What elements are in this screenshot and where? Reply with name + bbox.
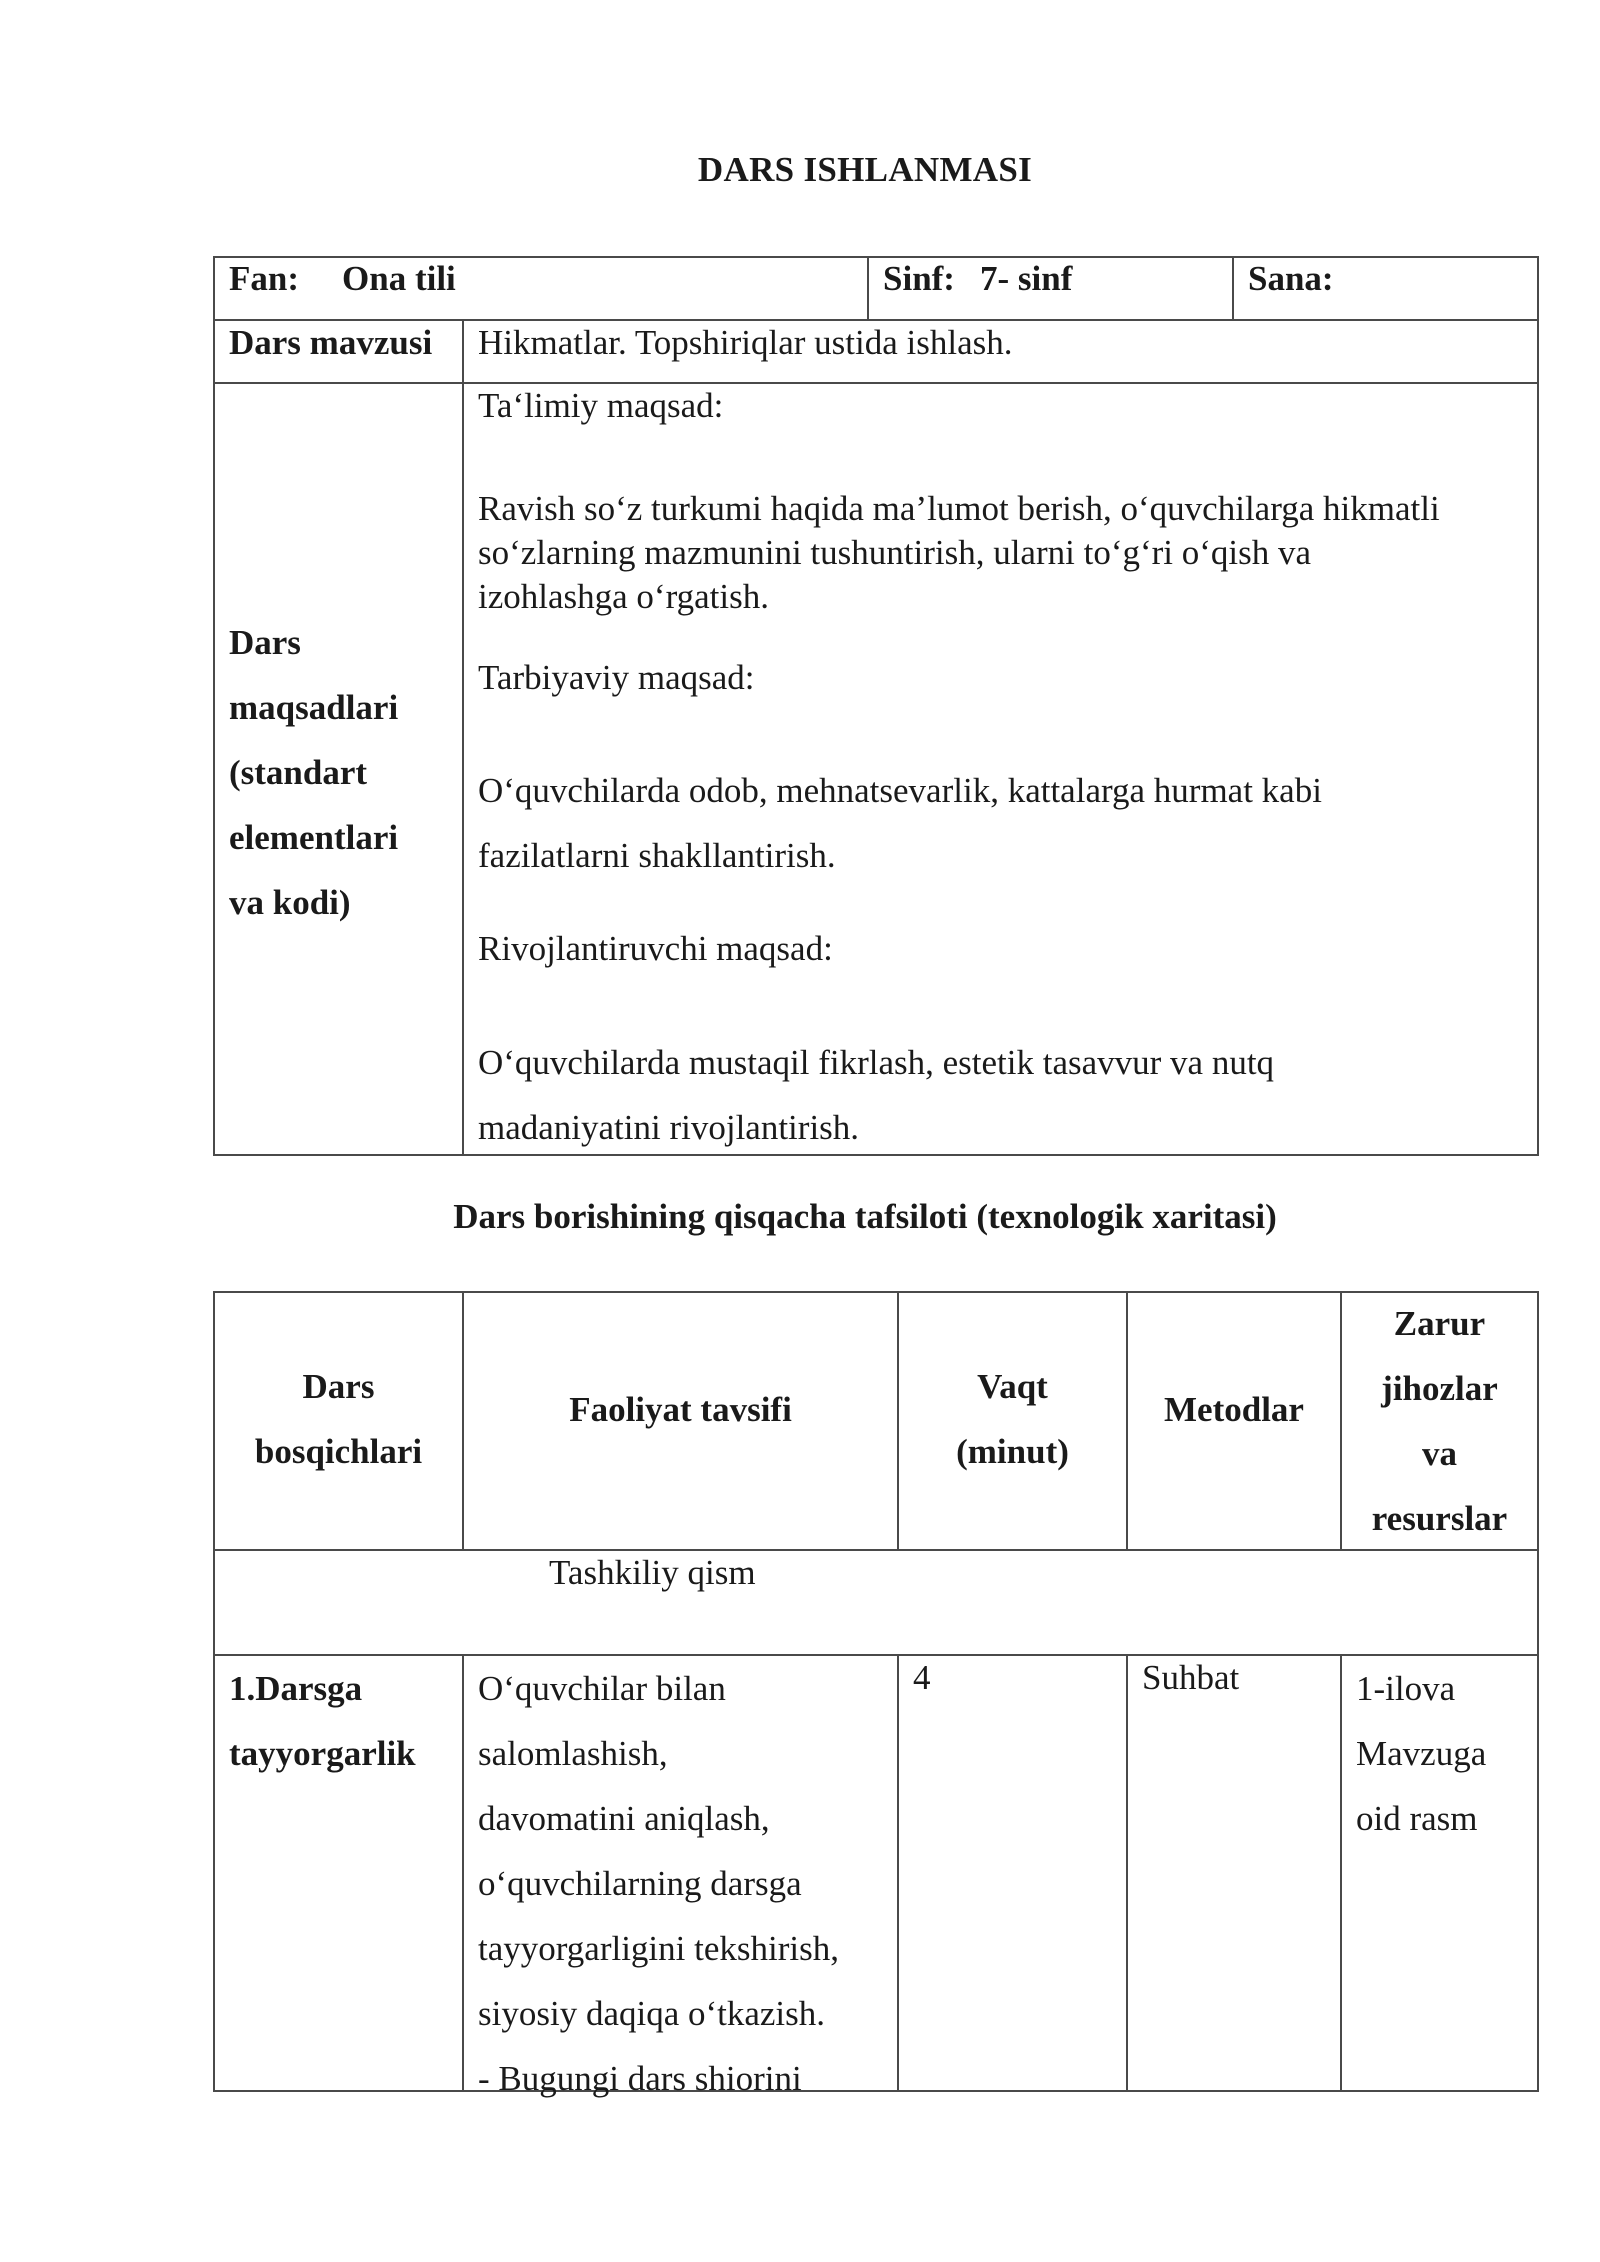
tarbiyaviy-maqsad-text bbox=[478, 758, 1322, 888]
header-line: resurslar bbox=[1371, 1499, 1508, 1538]
resource-line: 1-ilova bbox=[1356, 1669, 1456, 1708]
header-line: (minut) bbox=[956, 1432, 1069, 1471]
fan-value: Ona tili bbox=[342, 259, 456, 298]
header-line: bosqichlari bbox=[254, 1432, 423, 1471]
tarbiyaviy-line: fazilatlarni shakllantirish. bbox=[478, 836, 836, 875]
header-line: Metodlar bbox=[1164, 1390, 1304, 1429]
maqsad-label-line: Dars bbox=[229, 623, 301, 662]
sinf-value: 7- sinf bbox=[980, 259, 1073, 298]
rivojlantiruvchi-maqsad-text bbox=[478, 1030, 1274, 1160]
row-stage bbox=[229, 1656, 416, 1786]
maqsad-label-line: (standart bbox=[229, 753, 368, 792]
document-title: DARS ISHLANMASI bbox=[697, 150, 1033, 189]
row-time: 4 bbox=[913, 1658, 931, 1697]
info-table-rule bbox=[213, 382, 1539, 384]
activity-line: - Bugungi dars shiorini bbox=[478, 2059, 802, 2098]
header-line: Faoliyat tavsifi bbox=[569, 1390, 792, 1429]
activity-line: salomlashish, bbox=[478, 1734, 668, 1773]
maqsad-label-line: elementlari bbox=[229, 818, 399, 857]
activity-line: siyosiy daqiqa o‘tkazish. bbox=[478, 1994, 826, 2033]
header-line: jihozlar bbox=[1381, 1369, 1498, 1408]
talimiy-heading: Ta‘limiy maqsad: bbox=[478, 386, 724, 425]
info-table-border-right bbox=[1537, 256, 1539, 1156]
resource-line: Mavzuga bbox=[1356, 1734, 1487, 1773]
plan-subtitle: Dars borishining qisqacha tafsiloti (texnologik xaritasi) bbox=[453, 1197, 1277, 1236]
plan-table-border-right bbox=[1537, 1291, 1539, 2092]
tarbiyaviy-line: O‘quvchilarda odob, mehnatsevarlik, kattalarga hurmat kabi bbox=[478, 771, 1322, 810]
stage-line: tayyorgarlik bbox=[229, 1734, 416, 1773]
mavzu-label: Dars mavzusi bbox=[229, 323, 433, 362]
resource-line: oid rasm bbox=[1356, 1799, 1478, 1838]
header-line: va bbox=[1422, 1434, 1457, 1473]
header-faoliyat-tavsifi bbox=[464, 1388, 897, 1432]
activity-line: O‘quvchilar bilan bbox=[478, 1669, 726, 1708]
plan-table-rule bbox=[1126, 1654, 1128, 2091]
tarbiyaviy-heading: Tarbiyaviy maqsad: bbox=[478, 658, 755, 697]
header-jihozlar bbox=[1342, 1291, 1537, 1551]
row-activity bbox=[478, 1656, 839, 2111]
rivojlantiruvchi-line: O‘quvchilarda mustaqil fikrlash, estetik tasavvur va nutq bbox=[478, 1043, 1275, 1082]
plan-table-rule bbox=[462, 1654, 464, 2091]
row-resources bbox=[1356, 1656, 1486, 1851]
fan-label: Fan: bbox=[229, 259, 299, 298]
activity-line: davomatini aniqlash, bbox=[478, 1799, 770, 1838]
info-table-rule bbox=[1232, 256, 1234, 320]
talimiy-line: izohlashga o‘rgatish. bbox=[478, 577, 769, 616]
mavzu-value: Hikmatlar. Topshiriqlar ustida ishlash. bbox=[478, 323, 1013, 362]
row-method: Suhbat bbox=[1142, 1658, 1240, 1697]
sinf-label: Sinf: bbox=[883, 259, 955, 298]
header-line: Vaqt bbox=[977, 1367, 1048, 1406]
stage-line: 1.Darsga bbox=[229, 1669, 363, 1708]
talimiy-maqsad-text bbox=[478, 487, 1440, 619]
sana-label: Sana: bbox=[1248, 259, 1334, 298]
plan-table-rule bbox=[1340, 1654, 1342, 2091]
header-dars-bosqichlari bbox=[215, 1354, 462, 1484]
rivojlantiruvchi-line: madaniyatini rivojlantirish. bbox=[478, 1108, 860, 1147]
header-line: Zarur bbox=[1393, 1304, 1486, 1343]
info-table-rule bbox=[867, 256, 869, 320]
plan-table-rule bbox=[897, 1654, 899, 2091]
header-metodlar bbox=[1128, 1388, 1340, 1432]
maqsad-label-line: va kodi) bbox=[229, 883, 351, 922]
header-line: Dars bbox=[302, 1367, 375, 1406]
talimiy-line: so‘zlarning mazmunini tushuntirish, ularni to‘g‘ri o‘qish va bbox=[478, 533, 1312, 572]
header-vaqt bbox=[899, 1354, 1126, 1484]
info-table-border-left bbox=[213, 256, 215, 1156]
info-table-rule bbox=[462, 319, 464, 1156]
rivojlantiruvchi-heading: Rivojlantiruvchi maqsad: bbox=[478, 929, 833, 968]
talimiy-line: Ravish so‘z turkumi haqida ma’lumot berish, o‘quvchilarga hikmatli bbox=[478, 489, 1440, 528]
section-tashkiliy-qism: Tashkiliy qism bbox=[549, 1553, 756, 1592]
activity-line: tayyorgarligini tekshirish, bbox=[478, 1929, 839, 1968]
maqsad-label bbox=[229, 610, 398, 935]
activity-line: o‘quvchilarning darsga bbox=[478, 1864, 802, 1903]
maqsad-label-line: maqsadlari bbox=[229, 688, 399, 727]
